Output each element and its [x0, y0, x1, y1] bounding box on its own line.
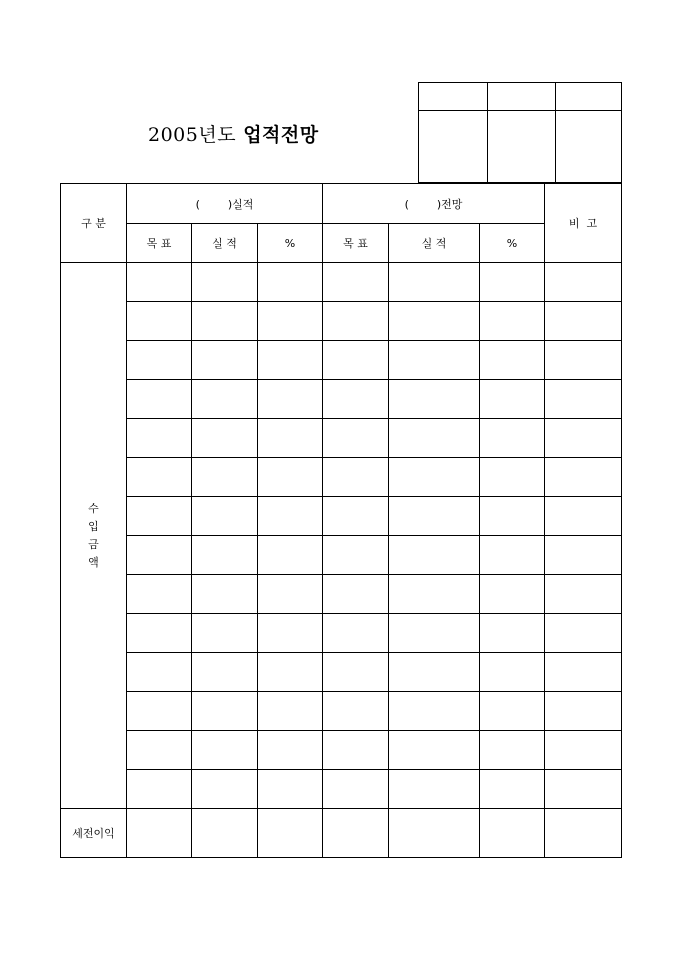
table-cell[interactable]	[389, 653, 480, 692]
income-label-char: 액	[88, 555, 99, 569]
table-cell[interactable]	[480, 770, 545, 809]
table-cell[interactable]	[258, 536, 323, 575]
table-cell[interactable]	[480, 731, 545, 770]
table-cell[interactable]	[389, 536, 480, 575]
table-cell[interactable]	[323, 380, 389, 419]
table-cell[interactable]	[545, 341, 622, 380]
table-cell[interactable]	[258, 302, 323, 341]
table-cell[interactable]	[480, 497, 545, 536]
table-cell[interactable]	[545, 458, 622, 497]
table-row	[61, 614, 622, 653]
table-cell[interactable]	[389, 419, 480, 458]
table-row	[61, 731, 622, 770]
approval-sign-cell[interactable]	[419, 111, 488, 183]
table-cell[interactable]	[545, 731, 622, 770]
approval-box	[418, 82, 622, 183]
table-cell[interactable]	[258, 458, 323, 497]
approval-header-cell[interactable]	[556, 83, 622, 111]
table-cell[interactable]	[192, 770, 258, 809]
approval-sign-cell[interactable]	[556, 111, 622, 183]
table-cell[interactable]	[127, 458, 192, 497]
table-cell[interactable]	[389, 575, 480, 614]
table-cell[interactable]	[323, 692, 389, 731]
table-cell[interactable]	[258, 380, 323, 419]
table-cell[interactable]	[545, 536, 622, 575]
table-cell[interactable]	[323, 653, 389, 692]
income-label-char: 입	[88, 519, 99, 533]
table-cell[interactable]	[192, 263, 258, 302]
table-cell[interactable]	[480, 614, 545, 653]
table-cell[interactable]	[258, 575, 323, 614]
table-cell[interactable]	[127, 419, 192, 458]
table-cell[interactable]	[258, 497, 323, 536]
table-row	[61, 263, 622, 302]
table-cell[interactable]	[545, 809, 622, 858]
remarks-header: 비 고	[545, 184, 622, 263]
table-cell[interactable]	[192, 653, 258, 692]
table-cell[interactable]	[258, 341, 323, 380]
table-cell[interactable]	[389, 692, 480, 731]
table-cell[interactable]	[192, 536, 258, 575]
forecast-target-header: 목 표	[323, 224, 389, 263]
table-row	[61, 341, 622, 380]
table-row	[61, 536, 622, 575]
table-cell[interactable]	[258, 653, 323, 692]
table-cell[interactable]	[545, 770, 622, 809]
table-cell[interactable]	[323, 575, 389, 614]
income-amount-label	[61, 263, 127, 809]
table-cell[interactable]	[545, 653, 622, 692]
table-cell[interactable]	[192, 458, 258, 497]
table-row	[61, 497, 622, 536]
table-cell[interactable]	[389, 770, 480, 809]
table-cell[interactable]	[323, 458, 389, 497]
table-row	[61, 302, 622, 341]
table-cell[interactable]	[389, 263, 480, 302]
table-cell[interactable]	[480, 380, 545, 419]
table-cell[interactable]	[323, 419, 389, 458]
table-cell[interactable]	[258, 770, 323, 809]
income-label-char: 수	[88, 501, 99, 515]
table-cell[interactable]	[389, 341, 480, 380]
table-cell[interactable]	[127, 692, 192, 731]
actual-target-header: 목 표	[127, 224, 192, 263]
forecast-group-header: ( )전망	[323, 184, 545, 224]
table-cell[interactable]	[545, 380, 622, 419]
table-cell[interactable]	[389, 809, 480, 858]
performance-table	[60, 183, 622, 858]
actual-percent-header: %	[258, 224, 323, 263]
title-text: 업적전망	[243, 124, 319, 146]
table-cell[interactable]	[192, 809, 258, 858]
table-cell[interactable]	[192, 575, 258, 614]
table-row	[61, 380, 622, 419]
page-title	[148, 120, 319, 147]
table-cell[interactable]	[323, 341, 389, 380]
table-cell[interactable]	[545, 575, 622, 614]
table-cell[interactable]	[127, 302, 192, 341]
table-cell[interactable]	[480, 809, 545, 858]
table-cell[interactable]	[389, 302, 480, 341]
table-cell[interactable]	[480, 536, 545, 575]
table-cell[interactable]	[389, 731, 480, 770]
table-cell[interactable]	[545, 419, 622, 458]
table-cell[interactable]	[127, 809, 192, 858]
table-cell[interactable]	[192, 731, 258, 770]
table-cell[interactable]	[192, 341, 258, 380]
table-cell[interactable]	[127, 653, 192, 692]
table-cell[interactable]	[192, 497, 258, 536]
table-cell[interactable]	[389, 614, 480, 653]
approval-header-cell[interactable]	[419, 83, 488, 111]
table-row	[61, 692, 622, 731]
table-cell[interactable]	[545, 614, 622, 653]
table-cell[interactable]	[192, 380, 258, 419]
pretax-label: 세전이익	[61, 809, 127, 858]
table-cell[interactable]	[258, 692, 323, 731]
table-cell[interactable]	[127, 380, 192, 419]
table-cell[interactable]	[258, 263, 323, 302]
table-row	[61, 653, 622, 692]
table-cell[interactable]	[127, 575, 192, 614]
table-cell[interactable]	[192, 692, 258, 731]
approval-sign-cell[interactable]	[488, 111, 556, 183]
table-cell[interactable]	[545, 302, 622, 341]
table-cell[interactable]	[480, 341, 545, 380]
table-cell[interactable]	[545, 692, 622, 731]
table-cell[interactable]	[127, 536, 192, 575]
table-row	[61, 458, 622, 497]
table-cell[interactable]	[480, 458, 545, 497]
table-row	[61, 770, 622, 809]
table-cell[interactable]	[480, 419, 545, 458]
category-header: 구 분	[61, 184, 127, 263]
table-cell[interactable]	[258, 419, 323, 458]
table-cell[interactable]	[258, 614, 323, 653]
table-cell[interactable]	[127, 731, 192, 770]
table-cell[interactable]	[192, 302, 258, 341]
approval-header-cell[interactable]	[488, 83, 556, 111]
forecast-result-header: 실 적	[389, 224, 480, 263]
table-cell[interactable]	[323, 497, 389, 536]
table-cell[interactable]	[127, 341, 192, 380]
table-cell[interactable]	[192, 419, 258, 458]
forecast-percent-header: %	[480, 224, 545, 263]
actual-result-header: 실 적	[192, 224, 258, 263]
table-cell[interactable]	[323, 731, 389, 770]
table-cell[interactable]	[323, 536, 389, 575]
table-cell[interactable]	[127, 263, 192, 302]
table-cell[interactable]	[545, 497, 622, 536]
title-year: 2005년도	[148, 124, 237, 146]
actual-group-header: ( )실적	[127, 184, 323, 224]
table-cell[interactable]	[545, 263, 622, 302]
table-cell[interactable]	[480, 575, 545, 614]
table-cell[interactable]	[127, 614, 192, 653]
table-cell[interactable]	[323, 770, 389, 809]
table-cell[interactable]	[258, 809, 323, 858]
table-cell[interactable]	[480, 653, 545, 692]
table-cell[interactable]	[323, 614, 389, 653]
table-cell[interactable]	[258, 731, 323, 770]
table-cell[interactable]	[127, 497, 192, 536]
table-row	[61, 575, 622, 614]
table-cell[interactable]	[389, 458, 480, 497]
table-cell[interactable]	[323, 263, 389, 302]
table-cell[interactable]	[192, 614, 258, 653]
table-cell[interactable]	[480, 263, 545, 302]
table-cell[interactable]	[323, 302, 389, 341]
table-cell[interactable]	[389, 380, 480, 419]
table-cell[interactable]	[389, 497, 480, 536]
table-cell[interactable]	[480, 302, 545, 341]
table-row	[61, 419, 622, 458]
table-cell[interactable]	[323, 809, 389, 858]
income-label-char: 금	[88, 537, 99, 551]
table-cell[interactable]	[127, 770, 192, 809]
table-cell[interactable]	[480, 692, 545, 731]
